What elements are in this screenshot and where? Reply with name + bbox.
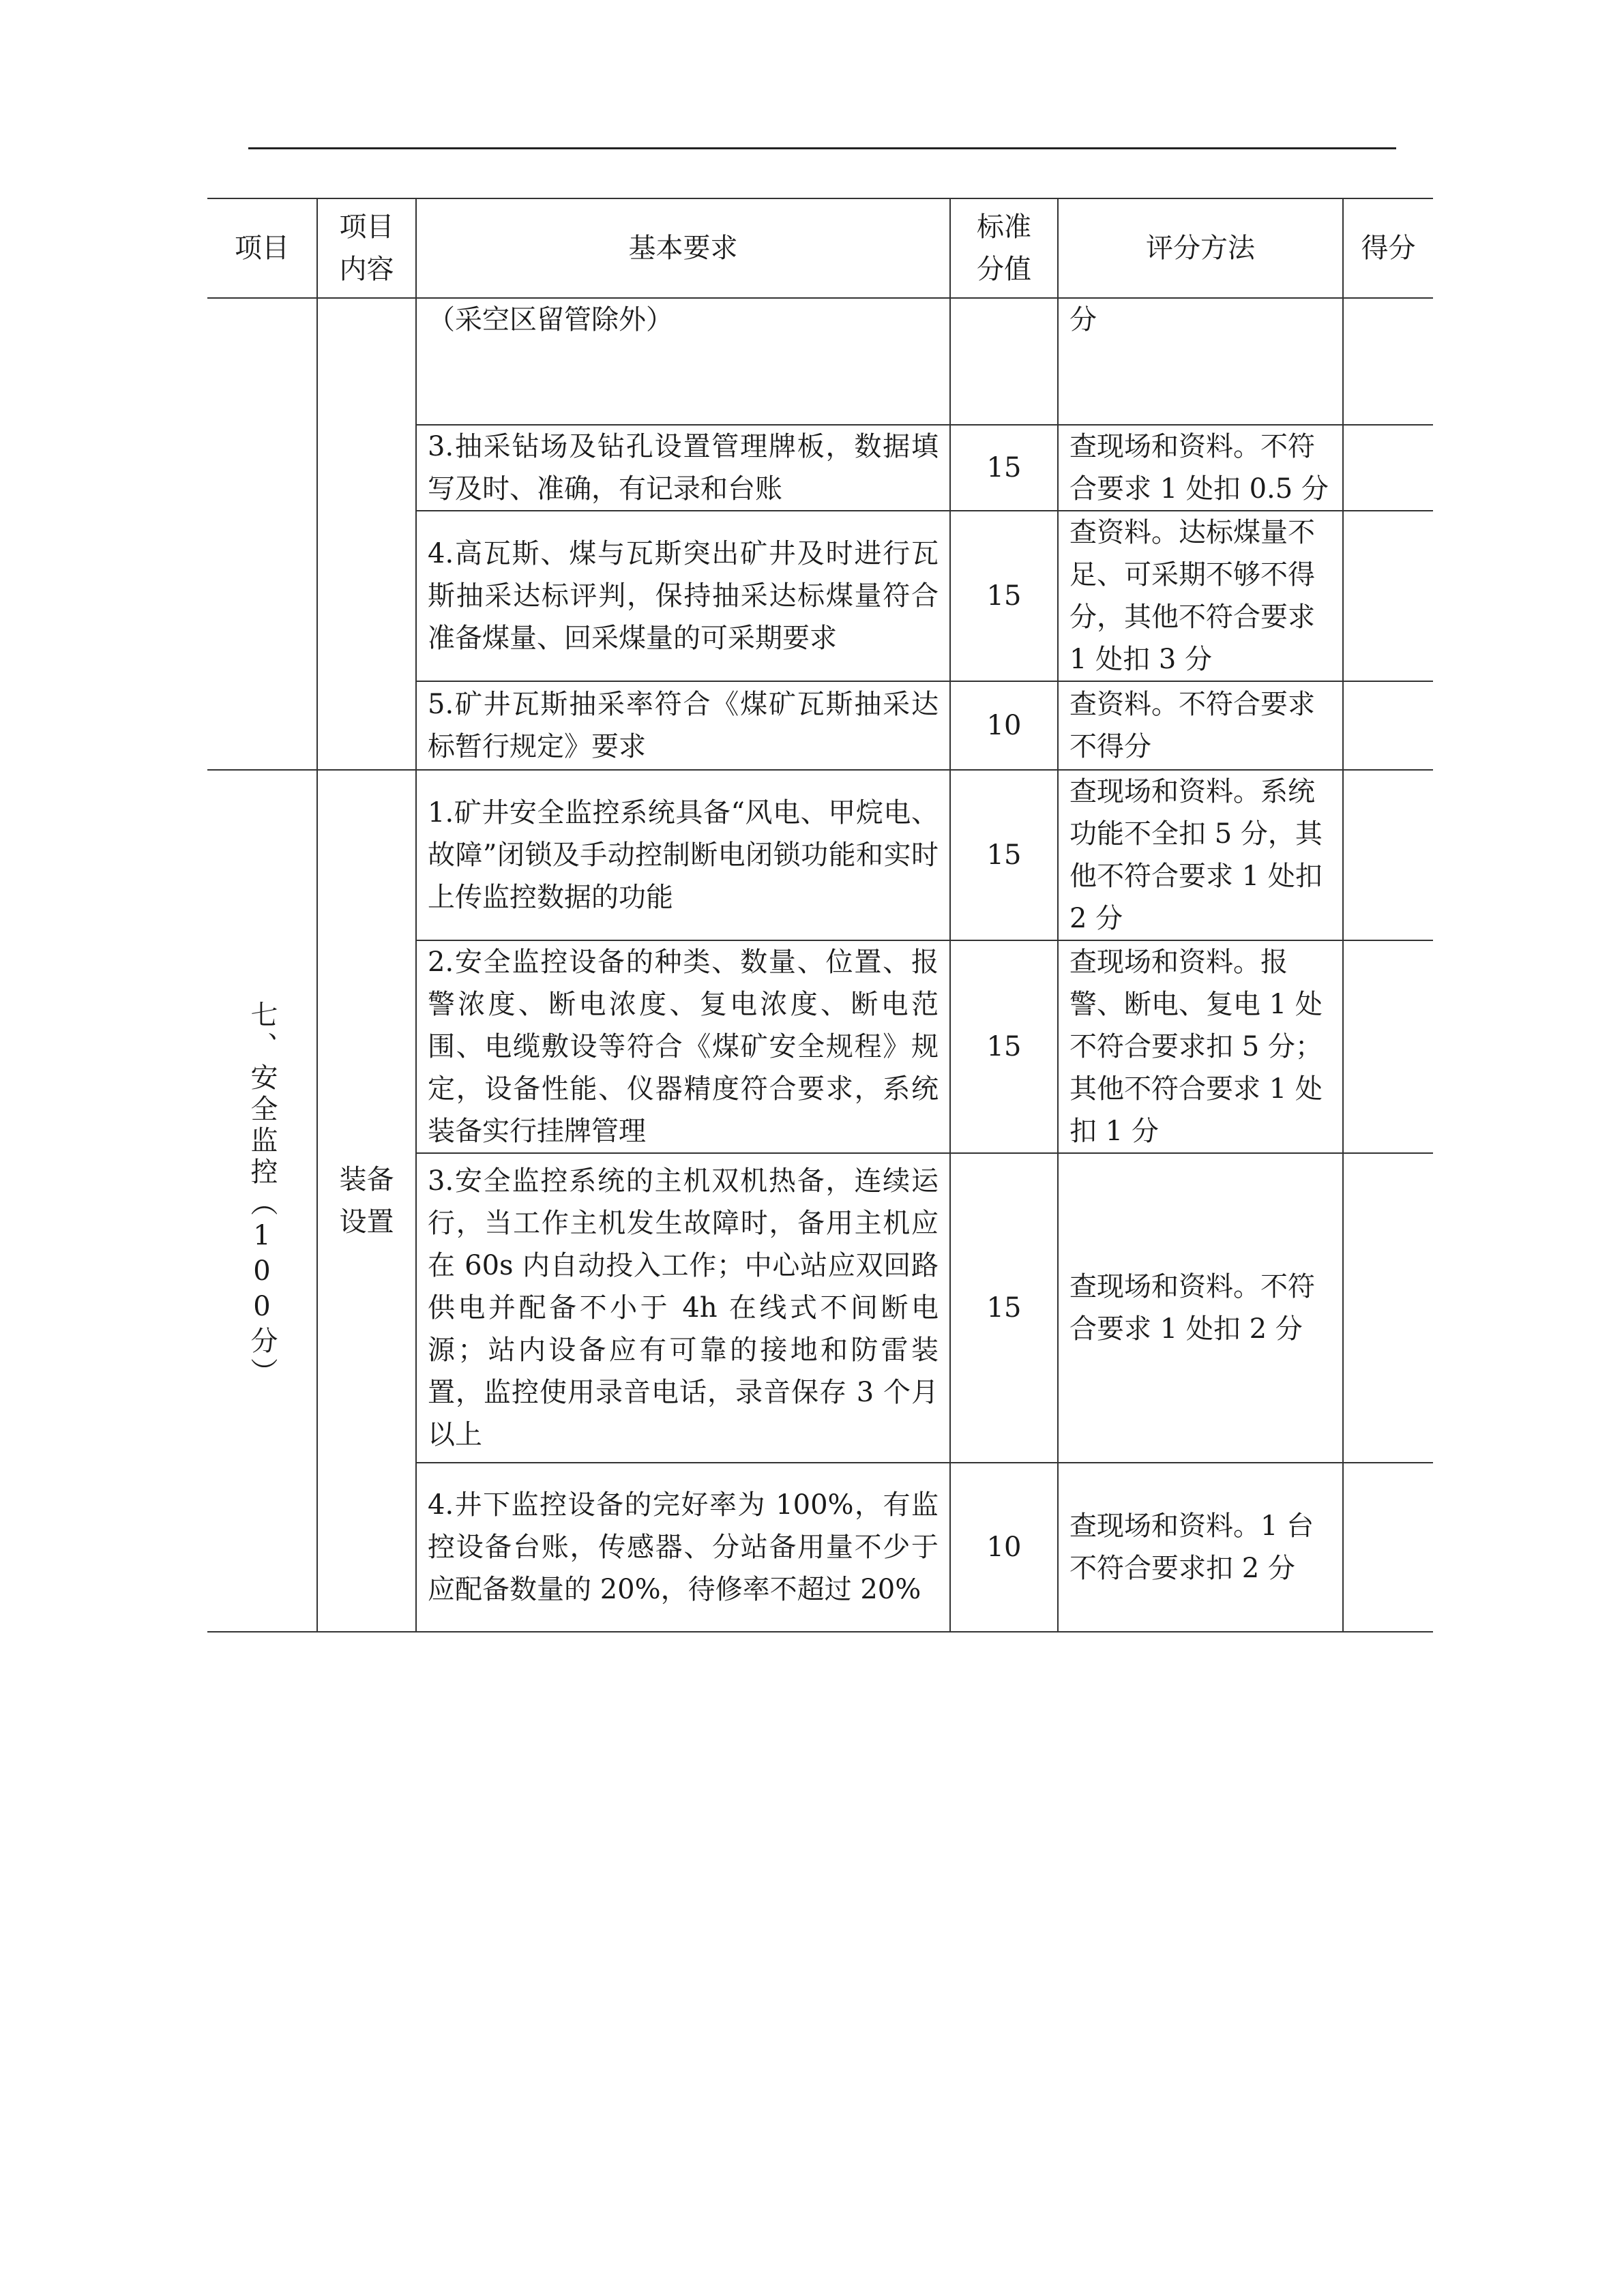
section-item-safety-monitoring (207, 770, 317, 1632)
score-cell[interactable] (1343, 1463, 1433, 1632)
score-cell[interactable] (1343, 511, 1433, 681)
header-standard-score: 标准 分值 (950, 198, 1058, 298)
table-header-row (207, 198, 1433, 298)
method-cell: 查资料。不符合要求不得分 (1058, 681, 1343, 770)
requirement-cell: 3.抽采钻场及钻孔设置管理牌板，数据填写及时、准确，有记录和台账 (416, 425, 950, 511)
requirement-cell: 1.矿井安全监控系统具备“风电、甲烷电、故障”闭锁及手动控制断电闭锁功能和实时上传监控数据的功能 (416, 770, 950, 940)
standard-score-cell: 15 (950, 770, 1058, 940)
section-content-equipment: 装备 设置 (317, 770, 416, 1632)
standard-score-cell: 15 (950, 1153, 1058, 1463)
standard-score-cell: 15 (950, 511, 1058, 681)
header-score: 得分 (1343, 198, 1433, 298)
standard-score-cell: 10 (950, 681, 1058, 770)
requirement-cell: 3.安全监控系统的主机双机热备，连续运行，当工作主机发生故障时，备用主机应在 60s 内自动投入工作；中心站应双回路供电并配备不小于 4h 在线式不间断电源；站内设备应有可靠的接地和防雷装置，监控使用录音电话，录音保存 3 个月以上 (416, 1153, 950, 1463)
score-cell[interactable] (1343, 425, 1433, 511)
content-cell-continued (317, 298, 416, 770)
method-cell: 查现场和资料。系统功能不全扣 5 分，其他不符合要求 1 处扣 2 分 (1058, 770, 1343, 940)
requirement-cell: （采空区留管除外） (416, 298, 950, 425)
table-row (207, 770, 1433, 940)
header-requirement: 基本要求 (416, 198, 950, 298)
standard-score-cell: 10 (950, 1463, 1058, 1632)
method-cell: 查现场和资料。不符合要求 1 处扣 2 分 (1058, 1153, 1343, 1463)
requirement-cell: 5.矿井瓦斯抽采率符合《煤矿瓦斯抽采达标暂行规定》要求 (416, 681, 950, 770)
score-cell[interactable] (1343, 770, 1433, 940)
requirement-cell: 4.高瓦斯、煤与瓦斯突出矿井及时进行瓦斯抽采达标评判，保持抽采达标煤量符合准备煤量、回采煤量的可采期要求 (416, 511, 950, 681)
requirement-cell: 2.安全监控设备的种类、数量、位置、报警浓度、断电浓度、复电浓度、断电范围、电缆敷设等符合《煤矿安全规程》规定，设备性能、仪器精度符合要求，系统装备实行挂牌管理 (416, 940, 950, 1153)
page-header-rule (248, 147, 1396, 149)
method-cell: 查现场和资料。不符合要求 1 处扣 0.5 分 (1058, 425, 1343, 511)
item-cell-continued (207, 298, 317, 770)
section-item-label: 七、安全监控（100分） (246, 1000, 278, 1389)
method-cell: 分 (1058, 298, 1343, 425)
method-cell: 查现场和资料。1 台不符合要求扣 2 分 (1058, 1463, 1343, 1632)
requirement-cell: 4.井下监控设备的完好率为 100%，有监控设备台账，传感器、分站备用量不少于应配备数量的 20%，待修率不超过 20% (416, 1463, 950, 1632)
table-row (207, 298, 1433, 425)
scoring-table (207, 198, 1433, 1632)
method-cell: 查资料。达标煤量不足、可采期不够不得分，其他不符合要求 1 处扣 3 分 (1058, 511, 1343, 681)
standard-score-cell: 15 (950, 425, 1058, 511)
header-item: 项目 (207, 198, 317, 298)
score-cell[interactable] (1343, 681, 1433, 770)
header-content: 项目 内容 (317, 198, 416, 298)
standard-score-cell (950, 298, 1058, 425)
score-cell[interactable] (1343, 940, 1433, 1153)
method-cell: 查现场和资料。报警、断电、复电 1 处不符合要求扣 5 分；其他不符合要求 1 处扣 1 分 (1058, 940, 1343, 1153)
header-method: 评分方法 (1058, 198, 1343, 298)
score-cell[interactable] (1343, 298, 1433, 425)
score-cell[interactable] (1343, 1153, 1433, 1463)
standard-score-cell: 15 (950, 940, 1058, 1153)
